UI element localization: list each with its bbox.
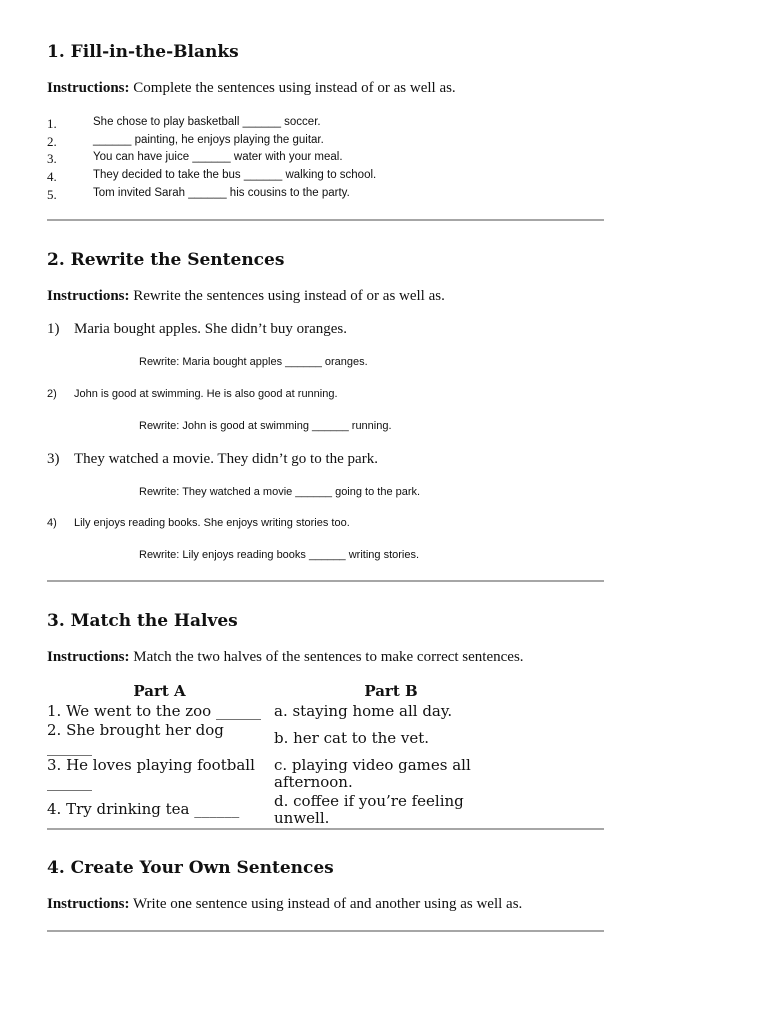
question-number: 1) [47,321,60,337]
part-b-item: b. her cat to the vet. [274,729,430,747]
part-a-item: 2. She brought her dog ______ [47,721,224,756]
part-a-header: Part A [133,682,186,700]
question-text: Maria bought apples. She didn’t buy oranges. [74,321,348,337]
part-a-item: 3. He loves playing football ______ [47,756,255,791]
instructions-label: Instructions: [47,80,130,96]
question-text: They watched a movie. They didn’t go to the park. [74,451,378,467]
instructions-label: Instructions: [47,649,130,665]
section-divider [47,930,604,932]
section-4-title: 4. Create Your Own Sentences [47,858,334,878]
section-1-title: 1. Fill-in-the-Blanks [47,42,239,62]
section-4-instructions [47,896,522,913]
item-text: They decided to take the bus ______ walking to school. [93,169,377,181]
item-text: You can have juice ______ water with your meal. [93,151,343,163]
section-2-instructions [47,288,445,305]
question-number: 2) [47,388,57,400]
item-number: 4. [47,169,57,184]
part-b-header: Part B [364,682,418,700]
section-divider [47,828,604,830]
instructions-label: Instructions: [47,288,130,304]
instructions-text: Write one sentence using instead of and another using as well as. [133,896,523,912]
question-text: John is good at swimming. He is also good at running. [74,388,338,400]
item-number: 1. [47,116,57,131]
section-2-title: 2. Rewrite the Sentences [47,250,285,270]
rewrite-prompt: Rewrite: They watched a movie ______ going to the park. [139,486,421,498]
section-divider [47,219,604,221]
rewrite-prompt: Rewrite: Maria bought apples ______ oranges. [139,356,368,368]
section-1-instructions [47,80,456,97]
instructions-text: Match the two halves of the sentences to make correct sentences. [133,649,524,665]
question-number: 4) [47,517,57,529]
rewrite-prompt: Rewrite: Lily enjoys reading books ______ writing stories. [139,549,420,561]
item-text: She chose to play basketball ______ soccer. [93,116,321,128]
item-number: 5. [47,187,57,202]
part-a-item: 1. We went to the zoo ______ [47,702,261,720]
part-b-item: a. staying home all day. [274,702,453,720]
part-b-item: c. playing video games all afternoon. [274,756,471,791]
item-text: ______ painting, he enjoys playing the guitar. [93,134,324,146]
item-text: Tom invited Sarah ______ his cousins to the party. [93,187,350,199]
item-number: 2. [47,134,57,149]
question-number: 3) [47,451,60,467]
instructions-label: Instructions: [47,896,130,912]
question-text: Lily enjoys reading books. She enjoys writing stories too. [74,517,350,529]
instructions-text: Complete the sentences using instead of or as well as. [133,80,456,96]
section-divider [47,580,604,582]
part-b-item: d. coffee if you’re feeling unwell. [274,792,464,827]
instructions-text: Rewrite the sentences using instead of or as well as. [133,288,445,304]
rewrite-prompt: Rewrite: John is good at swimming ______ running. [139,420,392,432]
part-a-item: 4. Try drinking tea ______ [47,800,240,818]
section-3-title: 3. Match the Halves [47,611,238,631]
section-3-instructions [47,649,524,666]
item-number: 3. [47,151,57,166]
